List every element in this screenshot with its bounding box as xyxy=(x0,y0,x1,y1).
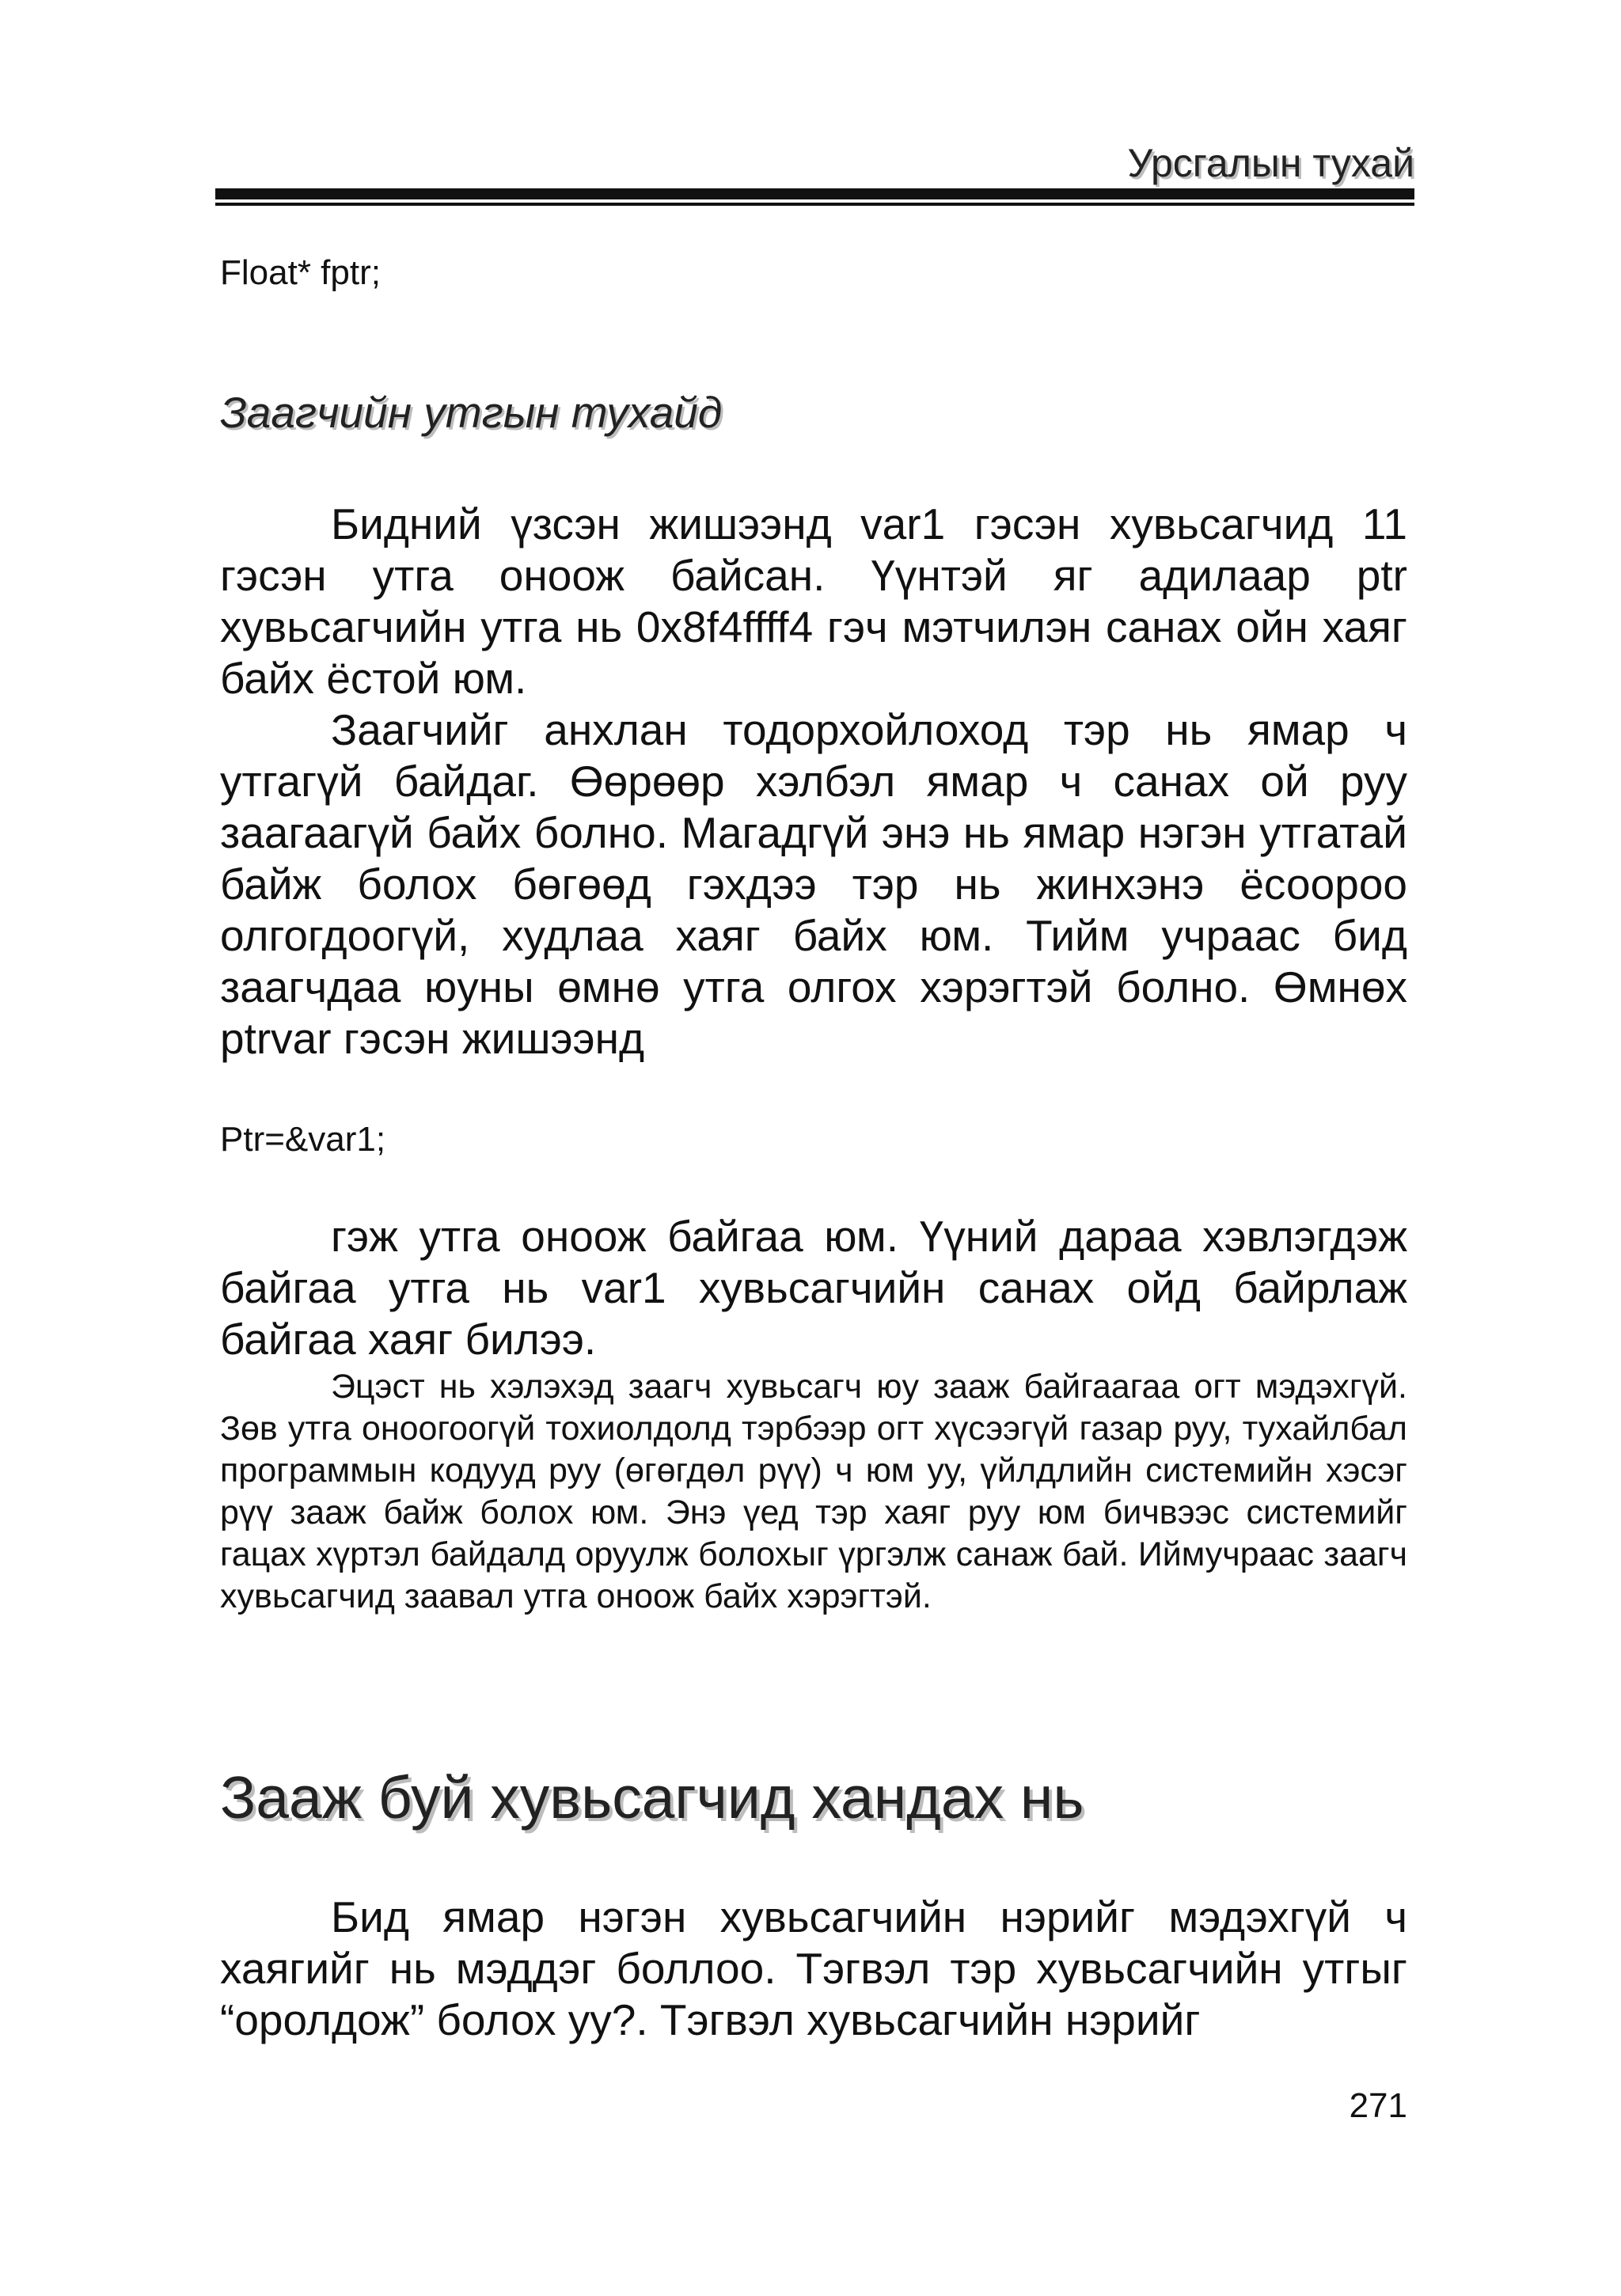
body-paragraph: гэж утга оноож байгаа юм. Үүний дараа хэвлэгдэж байгаа утга нь var1 хувьсагчийн санах ойд байрлаж байгаа хаяг билээ. xyxy=(220,1212,1407,1364)
body-text-block-3 xyxy=(220,1892,1407,2046)
code-line-pointer-assign: Ptr=&var1; xyxy=(220,1120,386,1159)
header-rule-thick xyxy=(215,188,1414,199)
body-paragraph: Бид ямар нэгэн хувьсагчийн нэрийг мэдэхгүй ч хаягийг нь мэддэг боллоо. Тэгвэл тэр хувьсагчийн утгыг “оролдож” болох уу?. Тэгвэл хувьсагчийн нэрийг xyxy=(220,1892,1407,2044)
body-paragraph: Заагчийг анхлан тодорхойлоход тэр нь ямар ч утгагүй байдаг. Өөрөөр хэлбэл ямар ч санах ой руу заагаагүй байх болно. Магадгүй энэ нь ямар нэгэн утгатай байж болох бөгөөд гэхдээ тэр нь жинхэнэ ёсоороо олгогдоогүй, худлаа хаяг байх юм. Тийм учраас бид заагчдаа юуны өмнө утга олгох хэрэгтэй болно. Өмнөх ptrvar гэсэн жишээнд xyxy=(220,705,1407,1063)
note-text-block xyxy=(220,1366,1407,1618)
body-text-block-1 xyxy=(220,499,1407,1065)
running-header: Урсгалын тухай xyxy=(1127,141,1414,185)
header-rule-thin xyxy=(215,203,1414,206)
page-number: 271 xyxy=(1349,2086,1407,2125)
note-paragraph: Эцэст нь хэлэхэд заагч хувьсагч юу зааж байгаагаа огт мэдэхгүй. Зөв утга оноогоогүй тохиолдолд тэрбээр огт хүсээгүй газар руу, тухайлбал программын кодууд руу (өгөгдөл рүү) ч юм уу, үйлдлийн системийн хэсэг рүү зааж байж болох юм. Энэ үед тэр хаяг руу юм бичвээс системийг гацах хүртэл байдалд оруулж болохыг үргэлж санаж бай. Иймучраас заагч хувьсагчид заавал утга оноож байх хэрэгтэй. xyxy=(220,1368,1407,1615)
subheading-pointer-value: Заагчийн утгын тухайд xyxy=(220,388,723,437)
section-heading: Зааж буй хувьсагчид хандах нь xyxy=(220,1764,1084,1831)
code-line-float-pointer: Float* fptr; xyxy=(220,253,381,292)
body-paragraph: Бидний үзсэн жишээнд var1 гэсэн хувьсагчид 11 гэсэн утга оноож байсан. Үүнтэй яг адилаар ptr хувьсагчийн утга нь 0x8f4ffff4 гэч мэтчилэн санах ойн хаяг байх ёстой юм. xyxy=(220,499,1407,703)
body-text-block-2 xyxy=(220,1211,1407,1365)
